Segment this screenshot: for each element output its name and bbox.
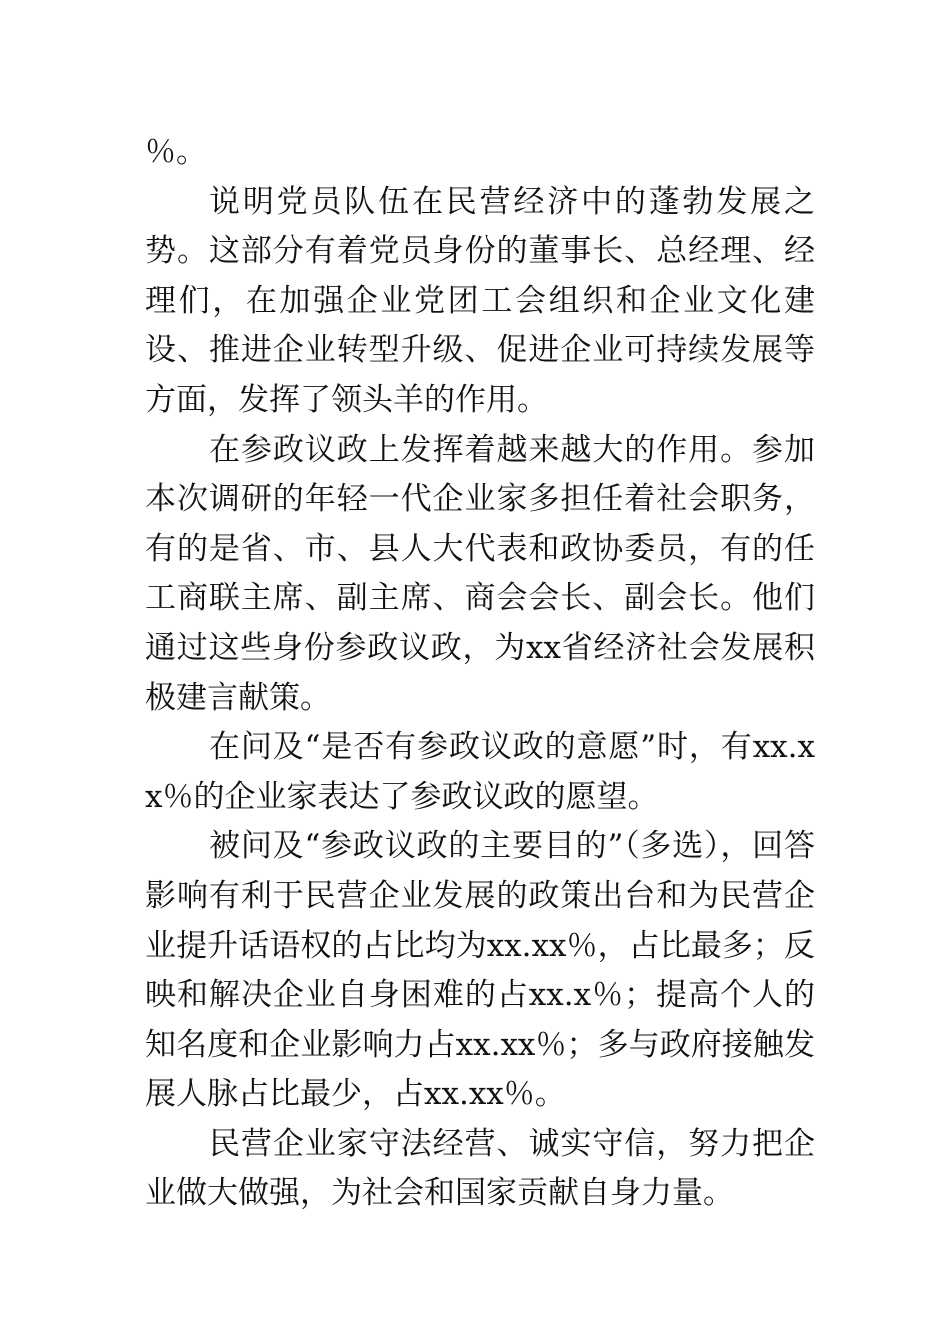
paragraph: 被问及“参政议政的主要目的”（多选），回答影响有利于民营企业发展的政策出台和为民营企业提升话语权的占比均为xx.xx％，占比最多；反映和解决企业自身困难的占xx.x％；提高个人的知名度和企业影响力占xx.xx％；多与政府接触发展人脉占比最少，占xx.xx％。 — [145, 828, 815, 1113]
paragraph: 在参政议政上发挥着越来越大的作用。参加本次调研的年轻一代企业家多担任着社会职务，有的是省、市、县人大代表和政协委员，有的任工商联主席、副主席、商会会长、副会长。他们通过这些身份参政议政，为xx省经济社会发展积极建言献策。 — [145, 431, 815, 716]
paragraph: 在问及“是否有参政议政的意愿”时，有xx.xx％的企业家表达了参政议政的愿望。 — [145, 729, 815, 815]
paragraph: 说明党员队伍在民营经济中的蓬勃发展之势。这部分有着党员身份的董事长、总经理、经理们，在加强企业党团工会组织和企业文化建设、推进企业转型升级、促进企业可持续发展等方面，发挥了领头羊的作用。 — [145, 183, 815, 418]
paragraph: 民营企业家守法经营、诚实守信，努力把企业做大做强，为社会和国家贡献自身力量。 — [145, 1125, 815, 1212]
paragraph-continuation: ％。 — [145, 134, 207, 170]
document-body — [145, 128, 815, 1219]
